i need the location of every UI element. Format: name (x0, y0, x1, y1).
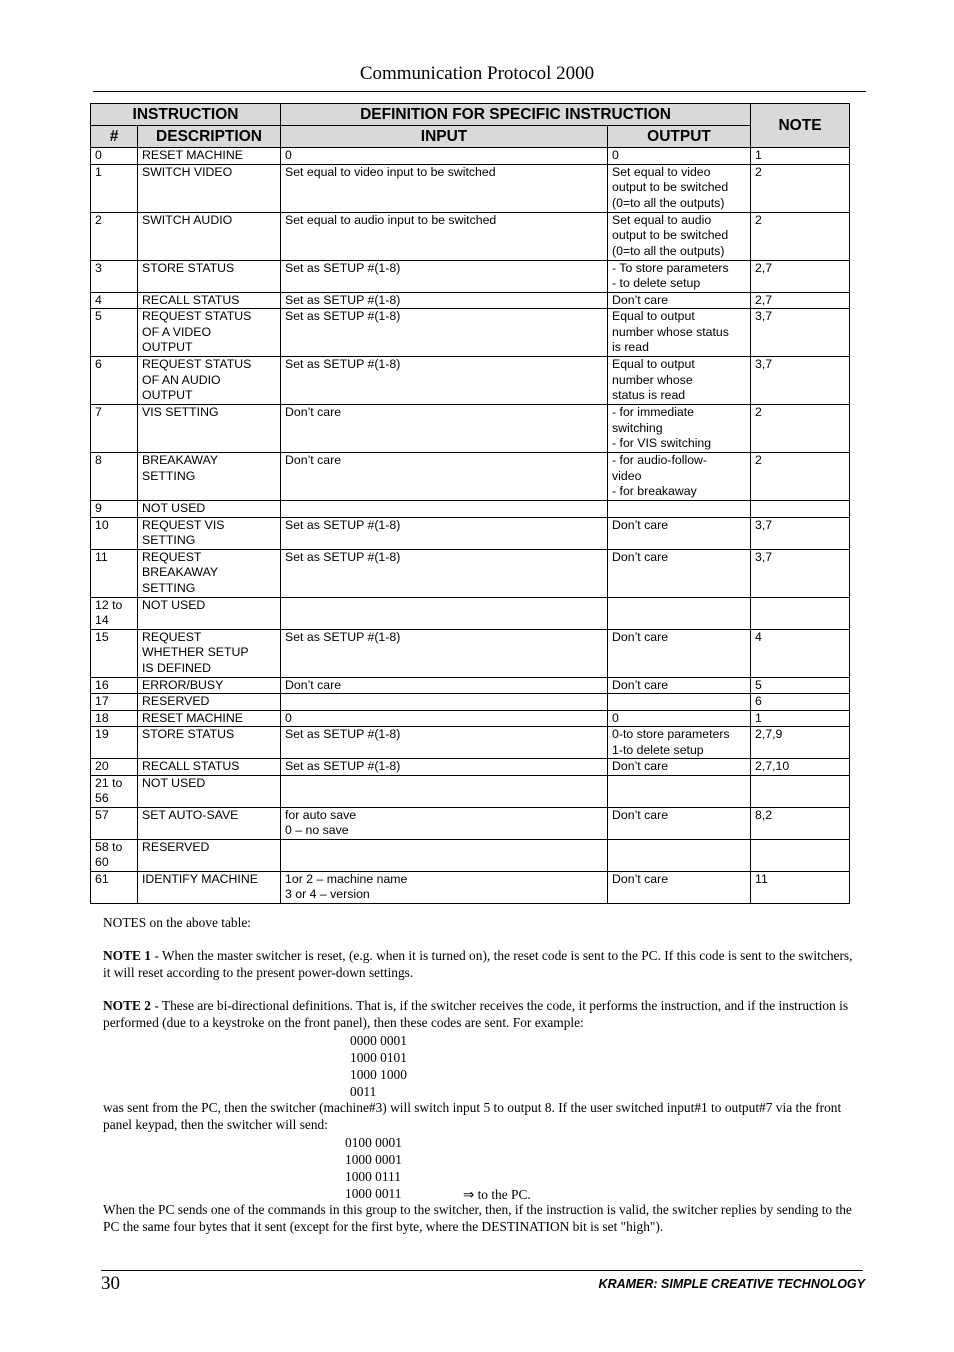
footer-rule (101, 1270, 863, 1271)
table-row (91, 212, 850, 260)
cell-output: 0 (608, 710, 751, 727)
header-instruction: INSTRUCTION (91, 104, 281, 126)
cell-note: 6 (751, 694, 850, 711)
cell-note: 3,7 (751, 357, 850, 405)
cell-description: STORE STATUS (138, 260, 281, 292)
page-number: 30 (101, 1273, 120, 1294)
note-2 (103, 997, 853, 1031)
cell-description: SWITCH VIDEO (138, 164, 281, 212)
table-row (91, 839, 850, 871)
page-title: Communication Protocol 2000 (359, 63, 595, 84)
cell-num: 3 (91, 260, 138, 292)
cell-input: Set equal to audio input to be switched (281, 212, 608, 260)
cell-output (608, 775, 751, 807)
table-row (91, 629, 850, 677)
cell-num: 11 (91, 549, 138, 597)
note-2-label: NOTE 2 (103, 998, 151, 1013)
cell-description: BREAKAWAY SETTING (138, 453, 281, 501)
cell-input: Set as SETUP #(1-8) (281, 629, 608, 677)
cell-note: 1 (751, 710, 850, 727)
cell-note: 2,7 (751, 292, 850, 309)
cell-num: 7 (91, 405, 138, 453)
note-2-mid-text: was sent from the PC, then the switcher (machine#3) will switch input 5 to output 8. If the user switched input#1 to output#7 via the front panel keypad, then the switcher will send: (103, 1100, 842, 1132)
protocol-table (90, 103, 850, 904)
cell-note: 1 (751, 148, 850, 165)
cell-num: 17 (91, 694, 138, 711)
header-note: NOTE (751, 104, 850, 148)
cell-description: RECALL STATUS (138, 292, 281, 309)
cell-description: RESERVED (138, 839, 281, 871)
table-row (91, 807, 850, 839)
cell-num: 8 (91, 453, 138, 501)
cell-output: 0 (608, 148, 751, 165)
cell-input: Set as SETUP #(1-8) (281, 357, 608, 405)
example2-line: 1000 0001 (345, 1152, 402, 1167)
cell-num: 9 (91, 501, 138, 518)
cell-input (281, 694, 608, 711)
table-row (91, 517, 850, 549)
cell-input: Set as SETUP #(1-8) (281, 517, 608, 549)
cell-output: 0-to store parameters 1-to delete setup (608, 727, 751, 759)
cell-output: Don’t care (608, 629, 751, 677)
cell-num: 1 (91, 164, 138, 212)
example1-line: 1000 0101 (350, 1050, 407, 1065)
cell-note: 2,7,10 (751, 759, 850, 776)
cell-note (751, 775, 850, 807)
cell-description: SET AUTO-SAVE (138, 807, 281, 839)
cell-num: 4 (91, 292, 138, 309)
cell-num: 12 to 14 (91, 597, 138, 629)
notes-heading: NOTES on the above table: (103, 915, 252, 930)
example1-line: 0011 (350, 1084, 377, 1099)
cell-input: 0 (281, 710, 608, 727)
cell-input (281, 775, 608, 807)
note-1 (103, 947, 853, 981)
cell-num: 19 (91, 727, 138, 759)
cell-output: Don’t care (608, 517, 751, 549)
cell-description: REQUEST STATUS OF AN AUDIO OUTPUT (138, 357, 281, 405)
cell-output: Don’t care (608, 677, 751, 694)
cell-output: Don’t care (608, 759, 751, 776)
cell-num: 2 (91, 212, 138, 260)
cell-description: REQUEST BREAKAWAY SETTING (138, 549, 281, 597)
cell-output (608, 501, 751, 518)
cell-input (281, 597, 608, 629)
cell-input: Don’t care (281, 677, 608, 694)
cell-input: Set as SETUP #(1-8) (281, 292, 608, 309)
cell-input: Set as SETUP #(1-8) (281, 260, 608, 292)
cell-output: Equal to output number whose status is read (608, 309, 751, 357)
cell-description: VIS SETTING (138, 405, 281, 453)
cell-note (751, 501, 850, 518)
cell-output: Don’t care (608, 549, 751, 597)
cell-output: Equal to output number whose status is read (608, 357, 751, 405)
cell-output: Set equal to video output to be switched (0=to all the outputs) (608, 164, 751, 212)
header-output: OUTPUT (608, 126, 751, 148)
cell-description: REQUEST STATUS OF A VIDEO OUTPUT (138, 309, 281, 357)
cell-output (608, 694, 751, 711)
cell-note: 3,7 (751, 549, 850, 597)
cell-description: RECALL STATUS (138, 759, 281, 776)
example1-line: 0000 0001 (350, 1033, 407, 1048)
cell-description: SWITCH AUDIO (138, 212, 281, 260)
cell-input: 1or 2 – machine name 3 or 4 – version (281, 871, 608, 903)
table-row (91, 775, 850, 807)
cell-description: ERROR/BUSY (138, 677, 281, 694)
table-row (91, 677, 850, 694)
cell-input: Set as SETUP #(1-8) (281, 759, 608, 776)
cell-num: 61 (91, 871, 138, 903)
cell-note: 11 (751, 871, 850, 903)
table-row (91, 501, 850, 518)
cell-num: 0 (91, 148, 138, 165)
cell-note (751, 839, 850, 871)
table-row (91, 164, 850, 212)
cell-note: 3,7 (751, 309, 850, 357)
table-row (91, 597, 850, 629)
table-row (91, 694, 850, 711)
cell-description: RESET MACHINE (138, 710, 281, 727)
cell-output: Set equal to audio output to be switched (0=to all the outputs) (608, 212, 751, 260)
cell-num: 5 (91, 309, 138, 357)
cell-input: Set as SETUP #(1-8) (281, 727, 608, 759)
to-pc-arrow: ⇒ to the PC. (463, 1187, 531, 1202)
cell-description: RESERVED (138, 694, 281, 711)
cell-output: - for immediate switching - for VIS switching (608, 405, 751, 453)
table-row (91, 759, 850, 776)
table-row (91, 871, 850, 903)
header-definition: DEFINITION FOR SPECIFIC INSTRUCTION (281, 104, 751, 126)
cell-num: 57 (91, 807, 138, 839)
table-row (91, 357, 850, 405)
example2-line: 0100 0001 (345, 1135, 402, 1150)
table-row (91, 405, 850, 453)
cell-note: 2 (751, 164, 850, 212)
cell-note: 2 (751, 212, 850, 260)
cell-output: - To store parameters - to delete setup (608, 260, 751, 292)
cell-output: - for audio-follow- video - for breakaway (608, 453, 751, 501)
cell-description: RESET MACHINE (138, 148, 281, 165)
cell-description: NOT USED (138, 501, 281, 518)
cell-description: STORE STATUS (138, 727, 281, 759)
example2-line: 1000 0111 (345, 1169, 401, 1184)
cell-description: REQUEST WHETHER SETUP IS DEFINED (138, 629, 281, 677)
cell-input: Set equal to video input to be switched (281, 164, 608, 212)
note-2-text: - These are bi-directional definitions. That is, if the switcher receives the code, it performs the instruction, and if the instruction is performed (due to a keystroke on the front panel), then these codes are sent. For example: (103, 998, 849, 1030)
table-row (91, 260, 850, 292)
cell-output: Don’t care (608, 292, 751, 309)
cell-note: 2,7,9 (751, 727, 850, 759)
example1-line: 1000 1000 (350, 1067, 407, 1082)
protocol-table-body (91, 148, 850, 904)
table-row (91, 727, 850, 759)
note-2-closing-text: When the PC sends one of the commands in this group to the switcher, then, if the instruction is valid, the switcher replies by sending to the PC the same four bytes that it sent (except for the first byte, where the DESTINATION bit is set "high"). (103, 1202, 852, 1234)
cell-output: Don’t care (608, 807, 751, 839)
table-row (91, 453, 850, 501)
title-rule (93, 91, 866, 92)
note-1-text: - When the master switcher is reset, (e.g. when it is turned on), the reset code is sent to the PC. If this code is sent to the switchers, it will reset according to the present power-down settings. (103, 948, 853, 980)
cell-note: 2 (751, 453, 850, 501)
cell-note: 8,2 (751, 807, 850, 839)
cell-input: 0 (281, 148, 608, 165)
header-description: DESCRIPTION (138, 126, 281, 148)
cell-input (281, 839, 608, 871)
cell-note: 4 (751, 629, 850, 677)
cell-note (751, 597, 850, 629)
cell-num: 58 to 60 (91, 839, 138, 871)
cell-description: NOT USED (138, 597, 281, 629)
cell-num: 15 (91, 629, 138, 677)
example2-line: 1000 0011 (345, 1186, 402, 1201)
cell-input: Don’t care (281, 453, 608, 501)
cell-output (608, 839, 751, 871)
header-input: INPUT (281, 126, 608, 148)
cell-num: 10 (91, 517, 138, 549)
cell-input (281, 501, 608, 518)
cell-num: 18 (91, 710, 138, 727)
footer-brand: KRAMER: SIMPLE CREATIVE TECHNOLOGY (598, 1277, 865, 1291)
cell-output: Don’t care (608, 871, 751, 903)
cell-input: for auto save 0 – no save (281, 807, 608, 839)
table-row (91, 148, 850, 165)
cell-note: 2,7 (751, 260, 850, 292)
table-row (91, 549, 850, 597)
table-row (91, 710, 850, 727)
cell-num: 20 (91, 759, 138, 776)
cell-note: 5 (751, 677, 850, 694)
cell-output (608, 597, 751, 629)
table-row (91, 309, 850, 357)
cell-input: Set as SETUP #(1-8) (281, 309, 608, 357)
table-row (91, 292, 850, 309)
cell-num: 6 (91, 357, 138, 405)
cell-description: IDENTIFY MACHINE (138, 871, 281, 903)
header-num: # (91, 126, 138, 148)
cell-num: 16 (91, 677, 138, 694)
cell-input: Set as SETUP #(1-8) (281, 549, 608, 597)
cell-note: 2 (751, 405, 850, 453)
cell-description: REQUEST VIS SETTING (138, 517, 281, 549)
cell-note: 3,7 (751, 517, 850, 549)
note-1-label: NOTE 1 (103, 948, 151, 963)
cell-description: NOT USED (138, 775, 281, 807)
cell-num: 21 to 56 (91, 775, 138, 807)
cell-input: Don’t care (281, 405, 608, 453)
